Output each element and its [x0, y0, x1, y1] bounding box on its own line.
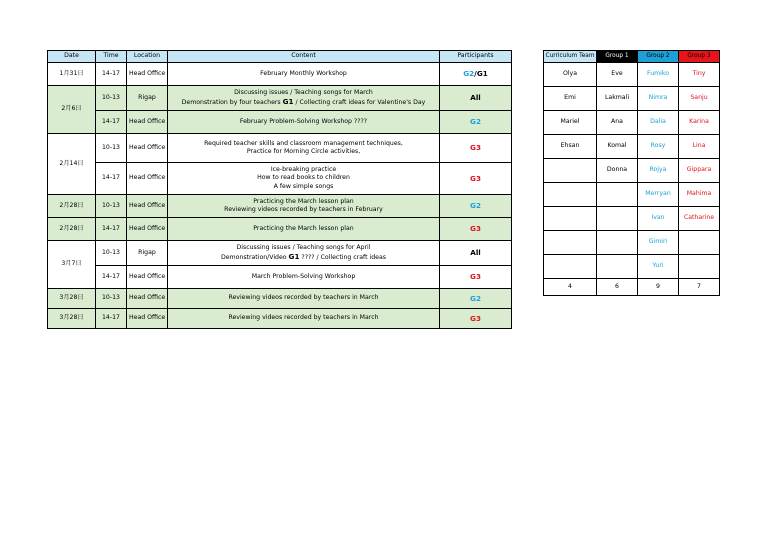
- member-group1: Donna: [597, 159, 638, 183]
- location-cell: Head Office: [127, 63, 168, 86]
- team-row: [544, 255, 720, 279]
- time-cell: 10-13: [96, 134, 127, 163]
- member-group1: [597, 183, 638, 207]
- content-cell: [168, 195, 440, 218]
- content-line: Practicing the March lesson plan: [253, 197, 354, 205]
- content-emphasis: G1: [282, 97, 294, 106]
- member-group3: [679, 231, 720, 255]
- content-line: Reviewing videos recorded by teachers in March: [228, 314, 379, 322]
- content-line: Discussing issues / Teaching songs for April: [236, 243, 371, 251]
- count-group3: 7: [679, 279, 720, 296]
- member-curriculum: Olya: [544, 63, 597, 87]
- member-group1: Lakmali: [597, 87, 638, 111]
- member-group2: Rosy: [638, 135, 679, 159]
- team-row: [544, 87, 720, 111]
- location-cell: Head Office: [127, 309, 168, 329]
- participants-separator: /: [474, 69, 477, 79]
- team-row: [544, 159, 720, 183]
- content-line: A few simple songs: [273, 182, 334, 190]
- team-table: [543, 50, 720, 296]
- member-group3: Mahima: [679, 183, 720, 207]
- team-row: [544, 63, 720, 87]
- participants-cell: All: [440, 86, 512, 111]
- time-cell: 14-17: [96, 63, 127, 86]
- table-row: [48, 218, 512, 241]
- content-line: Ice-breaking practice: [270, 165, 337, 173]
- member-group2: Nimra: [638, 87, 679, 111]
- member-group3: Gippara: [679, 159, 720, 183]
- header-location: Location: [127, 51, 168, 63]
- schedule-header-row: [48, 51, 512, 63]
- header-time: Time: [96, 51, 127, 63]
- location-cell: Rigap: [127, 241, 168, 266]
- location-cell: Rigap: [127, 86, 168, 111]
- member-group2: Gimiri: [638, 231, 679, 255]
- header-group1: Group 1: [597, 51, 638, 63]
- table-row: [48, 86, 512, 111]
- content-line: February Monthly Workshop: [260, 69, 347, 77]
- participants-cell: [440, 63, 512, 86]
- date-cell: 2月28日: [48, 195, 96, 218]
- member-curriculum: [544, 159, 597, 183]
- content-emphasis: G1: [288, 252, 300, 261]
- member-curriculum: [544, 231, 597, 255]
- table-row: [48, 163, 512, 195]
- table-row: [48, 241, 512, 266]
- date-cell: 3月28日: [48, 289, 96, 309]
- table-row: [48, 266, 512, 289]
- member-curriculum: Ehsan: [544, 135, 597, 159]
- content-text: Demonstration/Video: [221, 254, 289, 261]
- member-group3: Catharine: [679, 207, 720, 231]
- member-group2: Ivan: [638, 207, 679, 231]
- member-group3: Lina: [679, 135, 720, 159]
- content-cell: [168, 289, 440, 309]
- member-group2: Dalia: [638, 111, 679, 135]
- content-text: Demonstration by four teachers: [181, 99, 283, 106]
- count-group1: 6: [597, 279, 638, 296]
- member-group3: Sanju: [679, 87, 720, 111]
- count-curriculum: 4: [544, 279, 597, 296]
- member-group1: Ana: [597, 111, 638, 135]
- location-cell: Head Office: [127, 218, 168, 241]
- time-cell: 10-13: [96, 289, 127, 309]
- content-line: [169, 252, 438, 262]
- content-line: March Problem-Solving Workshop: [251, 272, 356, 280]
- team-header-row: [544, 51, 720, 63]
- participants-group1: G1: [476, 69, 488, 79]
- participants-group2: G2: [463, 69, 475, 79]
- table-row: [48, 309, 512, 329]
- participants-cell: G3: [440, 266, 512, 289]
- content-line: February Problem-Solving Workshop ????: [239, 117, 368, 125]
- content-line: Practicing the March lesson plan: [253, 224, 354, 232]
- member-group3: [679, 255, 720, 279]
- time-cell: 10-13: [96, 86, 127, 111]
- content-line: Required teacher skills and classroom management techniques,: [204, 139, 403, 147]
- date-cell: 2月28日: [48, 218, 96, 241]
- schedule-table: [47, 50, 512, 329]
- member-curriculum: [544, 183, 597, 207]
- content-text: ???? / Collecting craft ideas: [299, 254, 386, 261]
- time-cell: 14-17: [96, 163, 127, 195]
- member-curriculum: Mariel: [544, 111, 597, 135]
- content-line: [169, 97, 438, 107]
- participants-cell: G3: [440, 134, 512, 163]
- member-curriculum: [544, 207, 597, 231]
- time-cell: 10-13: [96, 195, 127, 218]
- member-group3: Tiny: [679, 63, 720, 87]
- location-cell: Head Office: [127, 134, 168, 163]
- date-cell: 3月28日: [48, 309, 96, 329]
- header-content: Content: [168, 51, 440, 63]
- location-cell: Head Office: [127, 195, 168, 218]
- date-cell: 3月7日: [48, 241, 96, 289]
- member-group2: Merryan: [638, 183, 679, 207]
- table-row: [48, 134, 512, 163]
- member-group1: Eve: [597, 63, 638, 87]
- member-group1: [597, 207, 638, 231]
- date-cell: 1月31日: [48, 63, 96, 86]
- member-curriculum: [544, 255, 597, 279]
- content-line: How to read books to children: [257, 174, 350, 182]
- content-cell: [168, 63, 440, 86]
- team-row: [544, 183, 720, 207]
- participants-cell: G3: [440, 218, 512, 241]
- content-cell: [168, 218, 440, 241]
- table-row: [48, 289, 512, 309]
- time-cell: 14-17: [96, 111, 127, 134]
- member-curriculum: Emi: [544, 87, 597, 111]
- time-cell: 14-17: [96, 266, 127, 289]
- member-group2: Rojya: [638, 159, 679, 183]
- content-cell: [168, 266, 440, 289]
- member-group2: Fumiko: [638, 63, 679, 87]
- content-cell: [168, 111, 440, 134]
- count-group2: 9: [638, 279, 679, 296]
- header-date: Date: [48, 51, 96, 63]
- content-line: Reviewing videos recorded by teachers in March: [228, 294, 379, 302]
- table-row: [48, 195, 512, 218]
- location-cell: Head Office: [127, 111, 168, 134]
- team-count-row: [544, 279, 720, 296]
- location-cell: Head Office: [127, 266, 168, 289]
- header-group3: Group 3: [679, 51, 720, 63]
- content-line: Practice for Morning Circle activities,: [246, 148, 361, 155]
- member-group2: Yuri: [638, 255, 679, 279]
- participants-cell: G3: [440, 163, 512, 195]
- header-curriculum-team: Curriculum Team: [544, 51, 597, 63]
- participants-cell: G2: [440, 289, 512, 309]
- content-cell: [168, 86, 440, 111]
- participants-cell: G3: [440, 309, 512, 329]
- member-group1: [597, 255, 638, 279]
- content-cell: [168, 241, 440, 266]
- content-cell: [168, 134, 440, 163]
- team-row: [544, 207, 720, 231]
- content-text: / Collecting craft ideas for Valentine's Day: [293, 99, 426, 106]
- participants-cell: All: [440, 241, 512, 266]
- team-row: [544, 111, 720, 135]
- time-cell: 10-13: [96, 241, 127, 266]
- team-row: [544, 231, 720, 255]
- table-row: [48, 111, 512, 134]
- date-cell: 2月6日: [48, 86, 96, 134]
- content-cell: [168, 163, 440, 195]
- participants-cell: G2: [440, 195, 512, 218]
- date-cell: 2月14日: [48, 134, 96, 195]
- time-cell: 14-17: [96, 309, 127, 329]
- location-cell: Head Office: [127, 163, 168, 195]
- location-cell: Head Office: [127, 289, 168, 309]
- member-group1: [597, 231, 638, 255]
- content-line: Discussing issues / Teaching songs for March: [234, 88, 373, 96]
- header-group2: Group 2: [638, 51, 679, 63]
- member-group1: Komal: [597, 135, 638, 159]
- participants-cell: G2: [440, 111, 512, 134]
- table-row: [48, 63, 512, 86]
- member-group3: Karina: [679, 111, 720, 135]
- content-line: Reviewing videos recorded by teachers in February: [224, 206, 383, 213]
- content-cell: [168, 309, 440, 329]
- team-row: [544, 135, 720, 159]
- time-cell: 14-17: [96, 218, 127, 241]
- header-participants: Participants: [440, 51, 512, 63]
